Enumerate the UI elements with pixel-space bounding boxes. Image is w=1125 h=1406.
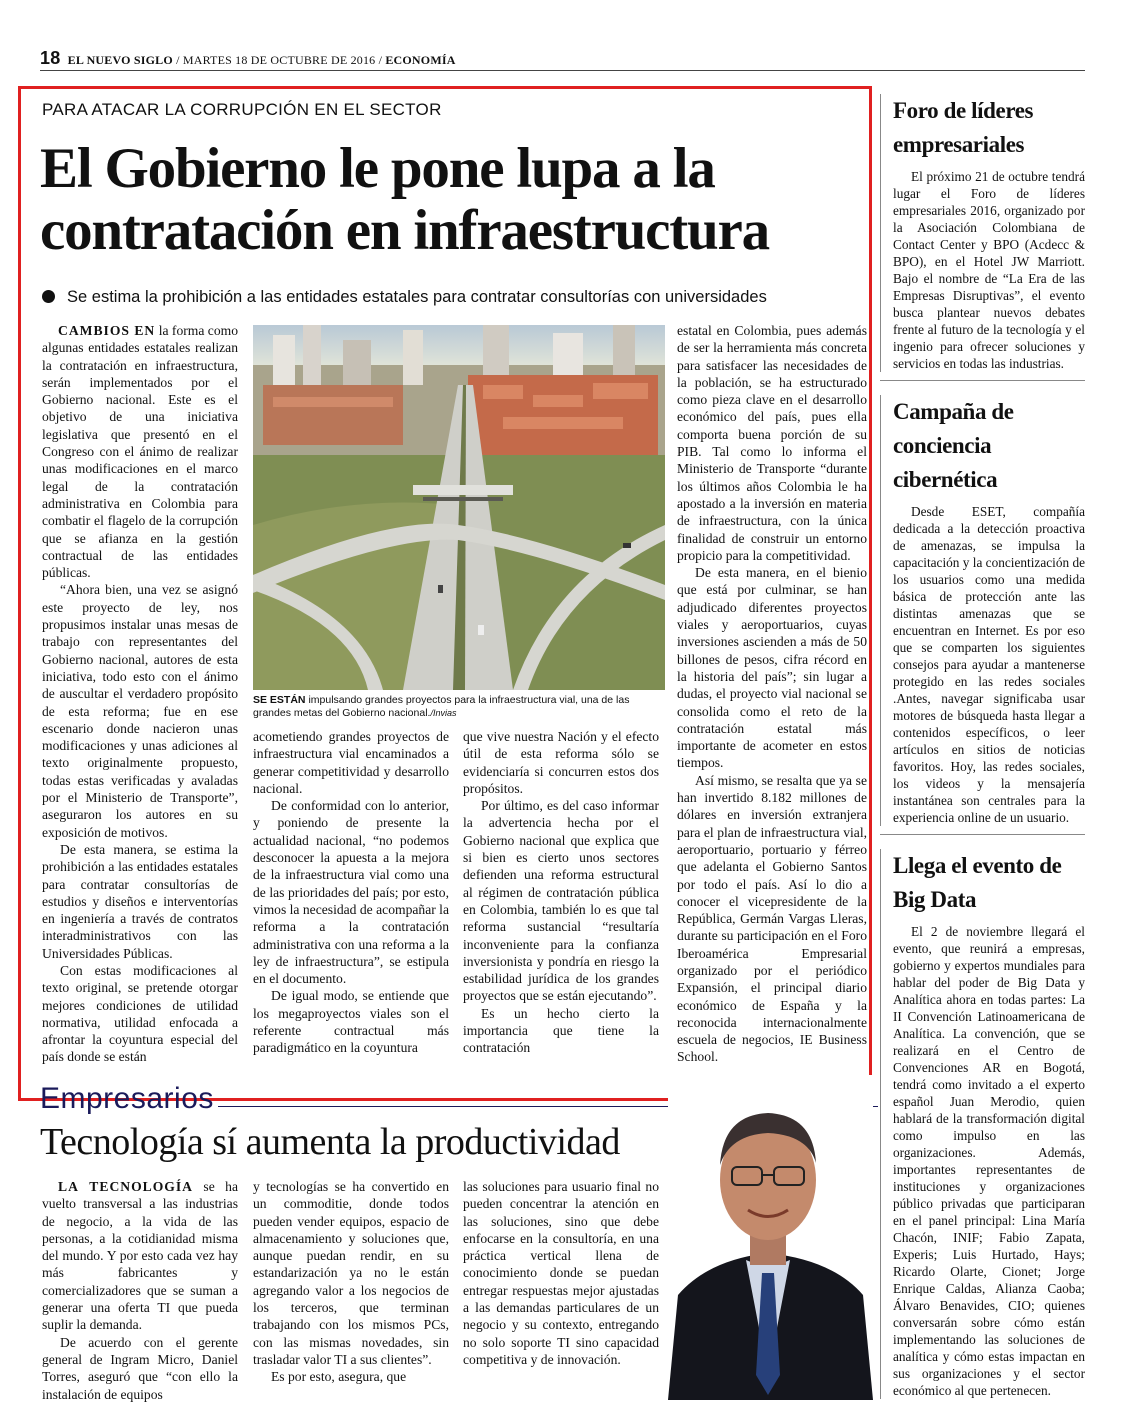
brief-title: Foro de líderes empresariales [893,98,1034,157]
paragraph: De esta manera, en el bienio que está por culminar, se han adjudicado diferentes proyectos viales y aeroportuarios, cuyas inversiones ascienden a más de 50 billones de pesos, cifra récord en la historia del país”; sin lugar a dudas, el proyecto vial nacional se consolida como el reto de la contratación estatal más importante de acometer en estos tiempos. [677,565,867,771]
article-column-4 [677,322,867,1066]
section-tag: Empresarios [40,1082,214,1115]
brief-text [893,923,1085,1399]
paragraph: estatal en Colombia, pues además de ser la herramienta más concreta para satisfacer las necesidades de la población, se ha estructurado como pieza clave en el desarrollo económico del país, pues ella comporta buena porción de su PIB. Tal como lo informa el Ministerio de Transporte “durante los últimos años Colombia le ha apostado a la inversión en materia de infraestructura, con la única finalidad de construir un entorno propicio para la competitividad. [677,323,867,563]
article-column-3 [463,728,659,1057]
folio [40,48,456,69]
paragraph: Con estas modificaciones al texto original, se pretende otorgar mejores condiciones de utilidad normativa, utilidad enfocada a afrontar la coyuntura especial del país donde se están [42,962,238,1065]
second-headline: Tecnología sí aumenta la productividad [40,1121,620,1163]
paragraph: Así mismo, se resalta que ya se han invertido 8.182 millones de dólares en inversión extranjera para el plan de infraestructura vial, aeroportuario, portuario y férreo que adelanta el Gobierno Santos por todo el país. Así lo dio a conocer el vicepresidente de la República, Germán Vargas Lleras, durante su participación en el Foro Iberoamérica Empresarial organizado por el periódico Expansión, el principal diario económico de España y la reconocida internacionalmente escuela de negocios, IE Business School. [677,772,867,1065]
brief-1 [880,94,1085,372]
sidebar-briefs [880,86,1085,1399]
paragraph: Por último, es del caso informar la advertencia hecha por el Gobierno nacional que explica que si bien es cierto unos sectores defienden una reforma estructural al régimen de contratación pública en Colombia, también lo es que tal reforma sustancial “resultaría inconveniente para la confianza inversionista y pondría en riesgo la estabilidad jurídica de los grandes proyectos que se están ejecutando”. [463,798,659,1004]
article-deck [42,288,872,307]
second-column-1 [42,1178,238,1403]
brief-text [893,168,1085,372]
article-column-2 [253,728,449,1057]
article-column-1 [42,322,238,1066]
caption-lead: SE ESTÁN [253,694,306,706]
paragraph: El próximo 21 de octubre tendrá lugar el Foro de líderes empresariales 2016, organizado por la Asociación Colombiana de Contact Center y BPO (Acdecc & BPO), en el Hotel JW Marriott. Bajo el nombre de “La Era de las Empresas Disruptivas”, el evento busca plantear nuevos debates frente al futuro de la tecnología y el ingenio para ofrecer soluciones y servicios en todas las industrias. [893,169,1085,371]
bullet-icon [42,290,55,303]
lead-in: LA TECNOLOGÍA [58,1179,193,1194]
paragraph: y tecnologías se ha convertido en un commoditie, donde todos pueden vender equipos, espacio de almacenamiento y soluciones que, aunque puedan rendir, en su estandarización ya no le están agregando valor a los negocios de los terceros, que terminan trabajando con los mismos PCs, con las mismas novedades, sin trasladar valor TI a sus clientes”. [253,1179,449,1367]
paragraph: De esta manera, se estima la prohibición a las entidades estatales para contratar consultorías de estudios y diseños e interventorías en ingeniería a través de contratos interadministrativos con las Universidades Públicas. [42,841,238,961]
paragraph: De acuerdo con el gerente general de Ingram Micro, Daniel Torres, aseguró que “con ello la instalación de equipos [42,1334,238,1402]
brief-3 [880,849,1085,1399]
brief-title: Campaña de conciencia cibernética [893,399,1014,492]
issue-date: / MARTES 18 DE OCTUBRE DE 2016 / [176,53,383,67]
paragraph: De conformidad con lo anterior, y poniendo de presente la actualidad nacional, “no podemos desconocer la apuesta a la mejora de la infraestructura vial como una de las prioridades del país; por esto, vimos la necesidad de acompañar la reforma a la contratación administrativa con una reforma a la ley de infraestructura”, se estipula en el documento. [253,798,449,987]
paragraph: la forma como algunas entidades estatales realizan la contratación en infraestructura, serán implementados por el Gobierno nacional. Este es el objetivo de una iniciativa legislativa que presentó en el Congreso con el ánimo de realizar unas modificaciones en el marco legal de la contratación administrativa en Colombia para combatir el flagelo de la corrupción que se afianza en la gestión contractual de las entidades públicas. [42,323,238,581]
paragraph: acometiendo grandes proyectos de infraestructura vial encaminados a generar competitividad y desarrollo nacional. [253,729,449,796]
second-column-3 [463,1178,659,1368]
paragraph: “Ahora bien, una vez se asignó este proyecto de ley, nos propusimos instalar unas mesas de trabajo con representantes del Gobierno nacional, autores de esta iniciativa, todo esto con el ánimo de auscultar el verdadero propósito de esta reforma; fue en ese escenario donde nacieron unas modificaciones y unas adiciones al texto originalmente propuesto, todas estas verificadas y avaladas por el Ministerio de Transporte”, aseguraron los autores en su exposición de motivos. [42,582,238,840]
paragraph: Es por esto, asegura, que [271,1369,407,1385]
caption-credit: /Invias [430,708,457,718]
brief-text [893,503,1085,826]
page-number: 18 [40,48,61,68]
brief-divider [880,834,1085,835]
section-name: ECONOMÍA [385,53,456,67]
deck-text: Se estima la prohibición a las entidades estatales para contratar consultorías con universidades [67,288,767,306]
paragraph: que vive nuestra Nación y el efecto útil de esta reforma sólo se evidenciaría si concurren estos dos propósitos. [463,729,659,796]
caption-text: impulsando grandes proyectos para la infraestructura vial, una de las grandes metas del Gobierno nacional. [253,694,630,719]
paragraph: Desde ESET, compañía dedicada a la detección proactiva de amenazas, se impulsa la capacitación y la concientización de los usuarios como una medida básica de protección ante las distintas amenazas que se encuentran en Internet. Es por eso que se comparten los siguientes consejos para ayudar a mantenerse protegido en las redes sociales .Antes, navegar significaba usar motores de búsqueda hasta llegar a contenidos específicos, o leer artículos en sitios de noticias favoritos. Hoy, las redes sociales, los videos y la mensajería instantánea son centrales para la experiencia online de un usuario. [893,504,1085,825]
highway-photo [253,325,665,690]
top-rule [40,70,1085,71]
headline-line-2: contratación en infraestructura [40,199,769,262]
paragraph: Es un hecho cierto la importancia que tiene la contratación [463,1005,659,1056]
photo-caption [253,694,665,720]
article-kicker: PARA ATACAR LA CORRUPCIÓN EN EL SECTOR [42,100,442,119]
article-headline [40,138,870,262]
executive-portrait [668,1075,873,1400]
paragraph: De igual modo, se entiende que los megaproyectos viales son el referente contractual más paradigmático en la coyuntura [253,988,449,1056]
brief-2 [880,395,1085,826]
paragraph: El 2 de noviembre llegará el evento, que reunirá a empresas, gobierno y expertos mundiales para hablar del poder de Big Data y Analítica ahora en todas partes: La II Convención Latinoamericana de Analítica. La convención, que se realizará en el Centro de Convenciones AR en Bogotá, tendrá como invitado a el experto español Juan Merodio, quien hablará de la transformación digital como impulso en las organizaciones. Además, importantes representantes de instituciones y organizaciones público privadas que participaran en el panel principal: Lina María Chacón, INIF; Fabio Zapata, Experis; Luis Hurtado, Hays; Ricardo Olarte, Cionet; Jorge Enrique Caldas, Alianza Caoba; Álvaro Benavides, CIO; quienes conversarán sobre cómo están implementando las soluciones de analítica y cómo estas impactan en sus organizaciones y el sector económico al que pertenecen. [893,924,1085,1398]
brief-title: Llega el evento de Big Data [893,853,1062,912]
headline-line-1: El Gobierno le pone lupa a la [40,137,715,200]
second-column-2 [253,1178,449,1386]
paragraph: se ha vuelto transversal a las industrias de negocio, a la vida de las personas, a la cotidianidad misma del mundo. Y por esto cada vez hay más fabricantes y comercializadores que se suman a generar una oferta TI que pueda suplir la demanda. [42,1179,239,1333]
lead-in: CAMBIOS EN [58,323,156,338]
newspaper-name: EL NUEVO SIGLO [67,53,173,67]
paragraph: las soluciones para usuario final no pueden concentrar la atención en las soluciones, sino que debe enfocarse en la consultoría, en una práctica vertical llena de conocimiento donde se puedan entregar respuestas mejor ajustadas a las demandas particulares de un negocio y su contexto, entregando no solo soporte TI sino capacidad competitiva y de innovación. [463,1179,659,1367]
brief-divider [880,380,1085,381]
